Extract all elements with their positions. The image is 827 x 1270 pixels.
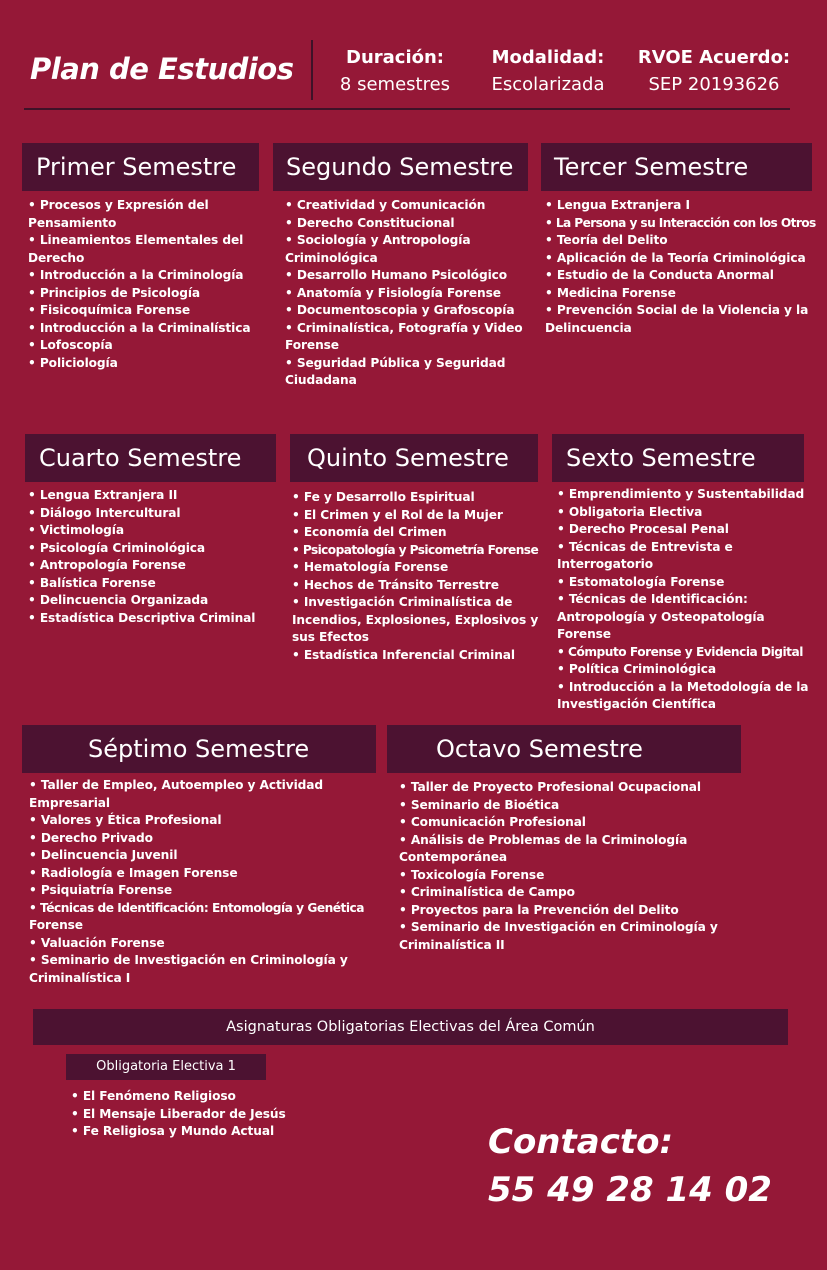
- list-item: • Lineamientos Elementales del: [28, 233, 244, 247]
- duration-value: 8 semestres: [339, 74, 451, 95]
- list-item: Forense: [29, 918, 83, 932]
- list-item: • Estudio de la Conducta Anormal: [545, 268, 774, 282]
- modality-info: [478, 46, 618, 100]
- list-item: • Estadística Inferencial Criminal: [292, 647, 515, 662]
- list-item: • Introducción a la Criminología: [28, 268, 244, 282]
- list-item: • Lofoscopía: [28, 338, 113, 352]
- list-item: • Lengua Extranjera II: [28, 488, 178, 502]
- semester-1-heading: Primer Semestre: [22, 143, 259, 191]
- list-item: Criminológica: [285, 250, 378, 265]
- rvoe-value: SEP 20193626: [648, 74, 780, 95]
- duration-info: [330, 46, 460, 100]
- list-item: • Obligatoria Electiva: [557, 504, 703, 519]
- list-item: • Psiquiatría Forense: [29, 883, 173, 897]
- header-divider-vertical: [311, 40, 313, 100]
- list-item: • Diálogo Intercultural: [28, 505, 181, 520]
- list-item: • Taller de Empleo, Autoempleo y Actividad: [29, 778, 324, 792]
- list-item: • El Crimen y el Rol de la Mujer: [292, 507, 503, 522]
- list-item: • Emprendimiento y Sustentabilidad: [557, 487, 805, 501]
- semester-8-list: [399, 779, 739, 954]
- list-item: • Criminalística, Fotografía y Video: [285, 320, 523, 335]
- list-item: Derecho: [28, 250, 85, 265]
- list-item: sus Efectos: [292, 630, 369, 644]
- list-item: • Fisicoquímica Forense: [28, 303, 191, 317]
- list-item: • Toxicología Forense: [399, 867, 545, 882]
- list-item: • Aplicación de la Teoría Criminológica: [545, 250, 806, 265]
- rvoe-label: RVOE Acuerdo:: [637, 47, 791, 68]
- semester-7-heading: Séptimo Semestre: [22, 725, 376, 773]
- semester-5-heading: Quinto Semestre: [290, 434, 538, 482]
- list-item: • Introducción a la Metodología de la: [557, 679, 809, 694]
- list-item: • Técnicas de Entrevista e: [557, 539, 733, 554]
- list-item: Antropología y Osteopatología: [557, 609, 765, 624]
- semester-4-list: [28, 487, 278, 627]
- list-item: • La Persona y su Interacción con los Otros: [545, 215, 816, 230]
- contact-block: [488, 1118, 772, 1214]
- list-item: • Seminario de Bioética: [399, 797, 560, 812]
- semester-6-heading: Sexto Semestre: [552, 434, 804, 482]
- list-item: Investigación Científica: [557, 697, 716, 711]
- modality-value: Escolarizada: [491, 74, 605, 95]
- list-item: Incendios, Explosiones, Explosivos y: [292, 612, 539, 627]
- list-item: • Derecho Privado: [29, 830, 153, 845]
- list-item: • Hechos de Tránsito Terrestre: [292, 577, 499, 592]
- list-item: • Policiología: [28, 355, 118, 370]
- list-item: • Prevención Social de la Violencia y la: [545, 303, 809, 317]
- list-item: • Criminalística de Campo: [399, 885, 575, 899]
- list-item: • Introducción a la Criminalística: [28, 320, 251, 335]
- list-item: • Técnicas de Identificación:: [557, 592, 748, 606]
- list-item: Criminalística II: [399, 937, 505, 952]
- semester-2-list: [285, 197, 535, 390]
- list-item: • Radiología e Imagen Forense: [29, 865, 238, 880]
- list-item: • Política Criminológica: [557, 662, 716, 676]
- rvoe-info: [630, 46, 798, 100]
- list-item: • Investigación Criminalística de: [292, 595, 513, 609]
- list-item: • Psicología Criminológica: [28, 540, 206, 555]
- list-item: • Técnicas de Identificación: Entomología y Genética: [29, 900, 364, 915]
- elective-list: [71, 1088, 331, 1141]
- list-item: Interrogatorio: [557, 557, 654, 571]
- list-item: • Delincuencia Organizada: [28, 593, 209, 607]
- header-divider-horizontal: [24, 108, 790, 110]
- semester-7-list: [29, 777, 374, 987]
- semester-2-heading: Segundo Semestre: [273, 143, 528, 191]
- list-item: Empresarial: [29, 795, 110, 810]
- list-item: • Desarrollo Humano Psicológico: [285, 268, 508, 282]
- list-item: • Seminario de Investigación en Criminología y: [399, 920, 718, 934]
- list-item: • Seminario de Investigación en Criminología y: [29, 953, 348, 967]
- list-item: • Fe Religiosa y Mundo Actual: [71, 1124, 275, 1138]
- list-item: • Economía del Crimen: [292, 525, 447, 539]
- list-item: • El Fenómeno Religioso: [71, 1089, 236, 1103]
- list-item: • Documentoscopia y Grafoscopía: [285, 303, 515, 317]
- list-item: • Estadística Descriptiva Criminal: [28, 610, 256, 625]
- list-item: • Teoría del Delito: [545, 233, 668, 247]
- list-item: • El Mensaje Liberador de Jesús: [71, 1106, 286, 1121]
- list-item: • Principios de Psicología: [28, 285, 201, 300]
- list-item: Pensamiento: [28, 215, 117, 230]
- list-item: Ciudadana: [285, 373, 357, 387]
- list-item: • Hematología Forense: [292, 560, 449, 574]
- contact-label: Contacto:: [488, 1122, 674, 1162]
- semester-6-list: [557, 486, 819, 714]
- list-item: Delincuencia: [545, 320, 632, 335]
- elective-heading: Obligatoria Electiva 1: [66, 1054, 266, 1080]
- semester-4-heading: Cuarto Semestre: [25, 434, 276, 482]
- list-item: • Anatomía y Fisiología Forense: [285, 285, 501, 300]
- semester-3-heading: Tercer Semestre: [541, 143, 812, 191]
- list-item: Criminalística I: [29, 970, 131, 985]
- list-item: • Balística Forense: [28, 575, 156, 590]
- common-subjects-heading: Asignaturas Obligatorias Electivas del Área Común: [33, 1009, 788, 1045]
- list-item: • Valores y Ética Profesional: [29, 813, 222, 827]
- list-item: • Creatividad y Comunicación: [285, 198, 486, 212]
- semester-1-list: [28, 197, 268, 372]
- list-item: • Taller de Proyecto Profesional Ocupacional: [399, 780, 701, 794]
- modality-label: Modalidad:: [491, 47, 605, 68]
- list-item: • Cómputo Forense y Evidencia Digital: [557, 644, 803, 659]
- duration-label: Duración:: [346, 47, 444, 68]
- list-item: • Psicopatología y Psicometría Forense: [292, 542, 539, 557]
- list-item: • Procesos y Expresión del: [28, 198, 209, 212]
- list-item: • Estomatología Forense: [557, 574, 725, 589]
- semester-3-list: [545, 197, 820, 337]
- contact-phone: 55 49 28 14 02: [488, 1170, 772, 1210]
- list-item: • Derecho Constitucional: [285, 215, 455, 230]
- list-item: • Lengua Extranjera I: [545, 198, 690, 212]
- list-item: • Proyectos para la Prevención del Delito: [399, 902, 679, 917]
- list-item: • Sociología y Antropología: [285, 233, 471, 247]
- list-item: • Seguridad Pública y Seguridad: [285, 355, 506, 370]
- list-item: • Derecho Procesal Penal: [557, 522, 729, 536]
- list-item: • Medicina Forense: [545, 285, 676, 300]
- page-title: Plan de Estudios: [30, 52, 294, 86]
- list-item: • Comunicación Profesional: [399, 815, 586, 829]
- list-item: • Valuación Forense: [29, 935, 165, 950]
- list-item: • Victimología: [28, 523, 125, 537]
- semester-8-heading: Octavo Semestre: [387, 725, 741, 773]
- list-item: • Fe y Desarrollo Espiritual: [292, 490, 475, 504]
- list-item: Forense: [557, 627, 611, 641]
- list-item: Forense: [285, 338, 339, 352]
- list-item: • Análisis de Problemas de la Criminología: [399, 832, 688, 847]
- semester-5-list: [292, 489, 547, 664]
- list-item: • Delincuencia Juvenil: [29, 848, 178, 862]
- list-item: • Antropología Forense: [28, 558, 186, 572]
- list-item: Contemporánea: [399, 850, 507, 864]
